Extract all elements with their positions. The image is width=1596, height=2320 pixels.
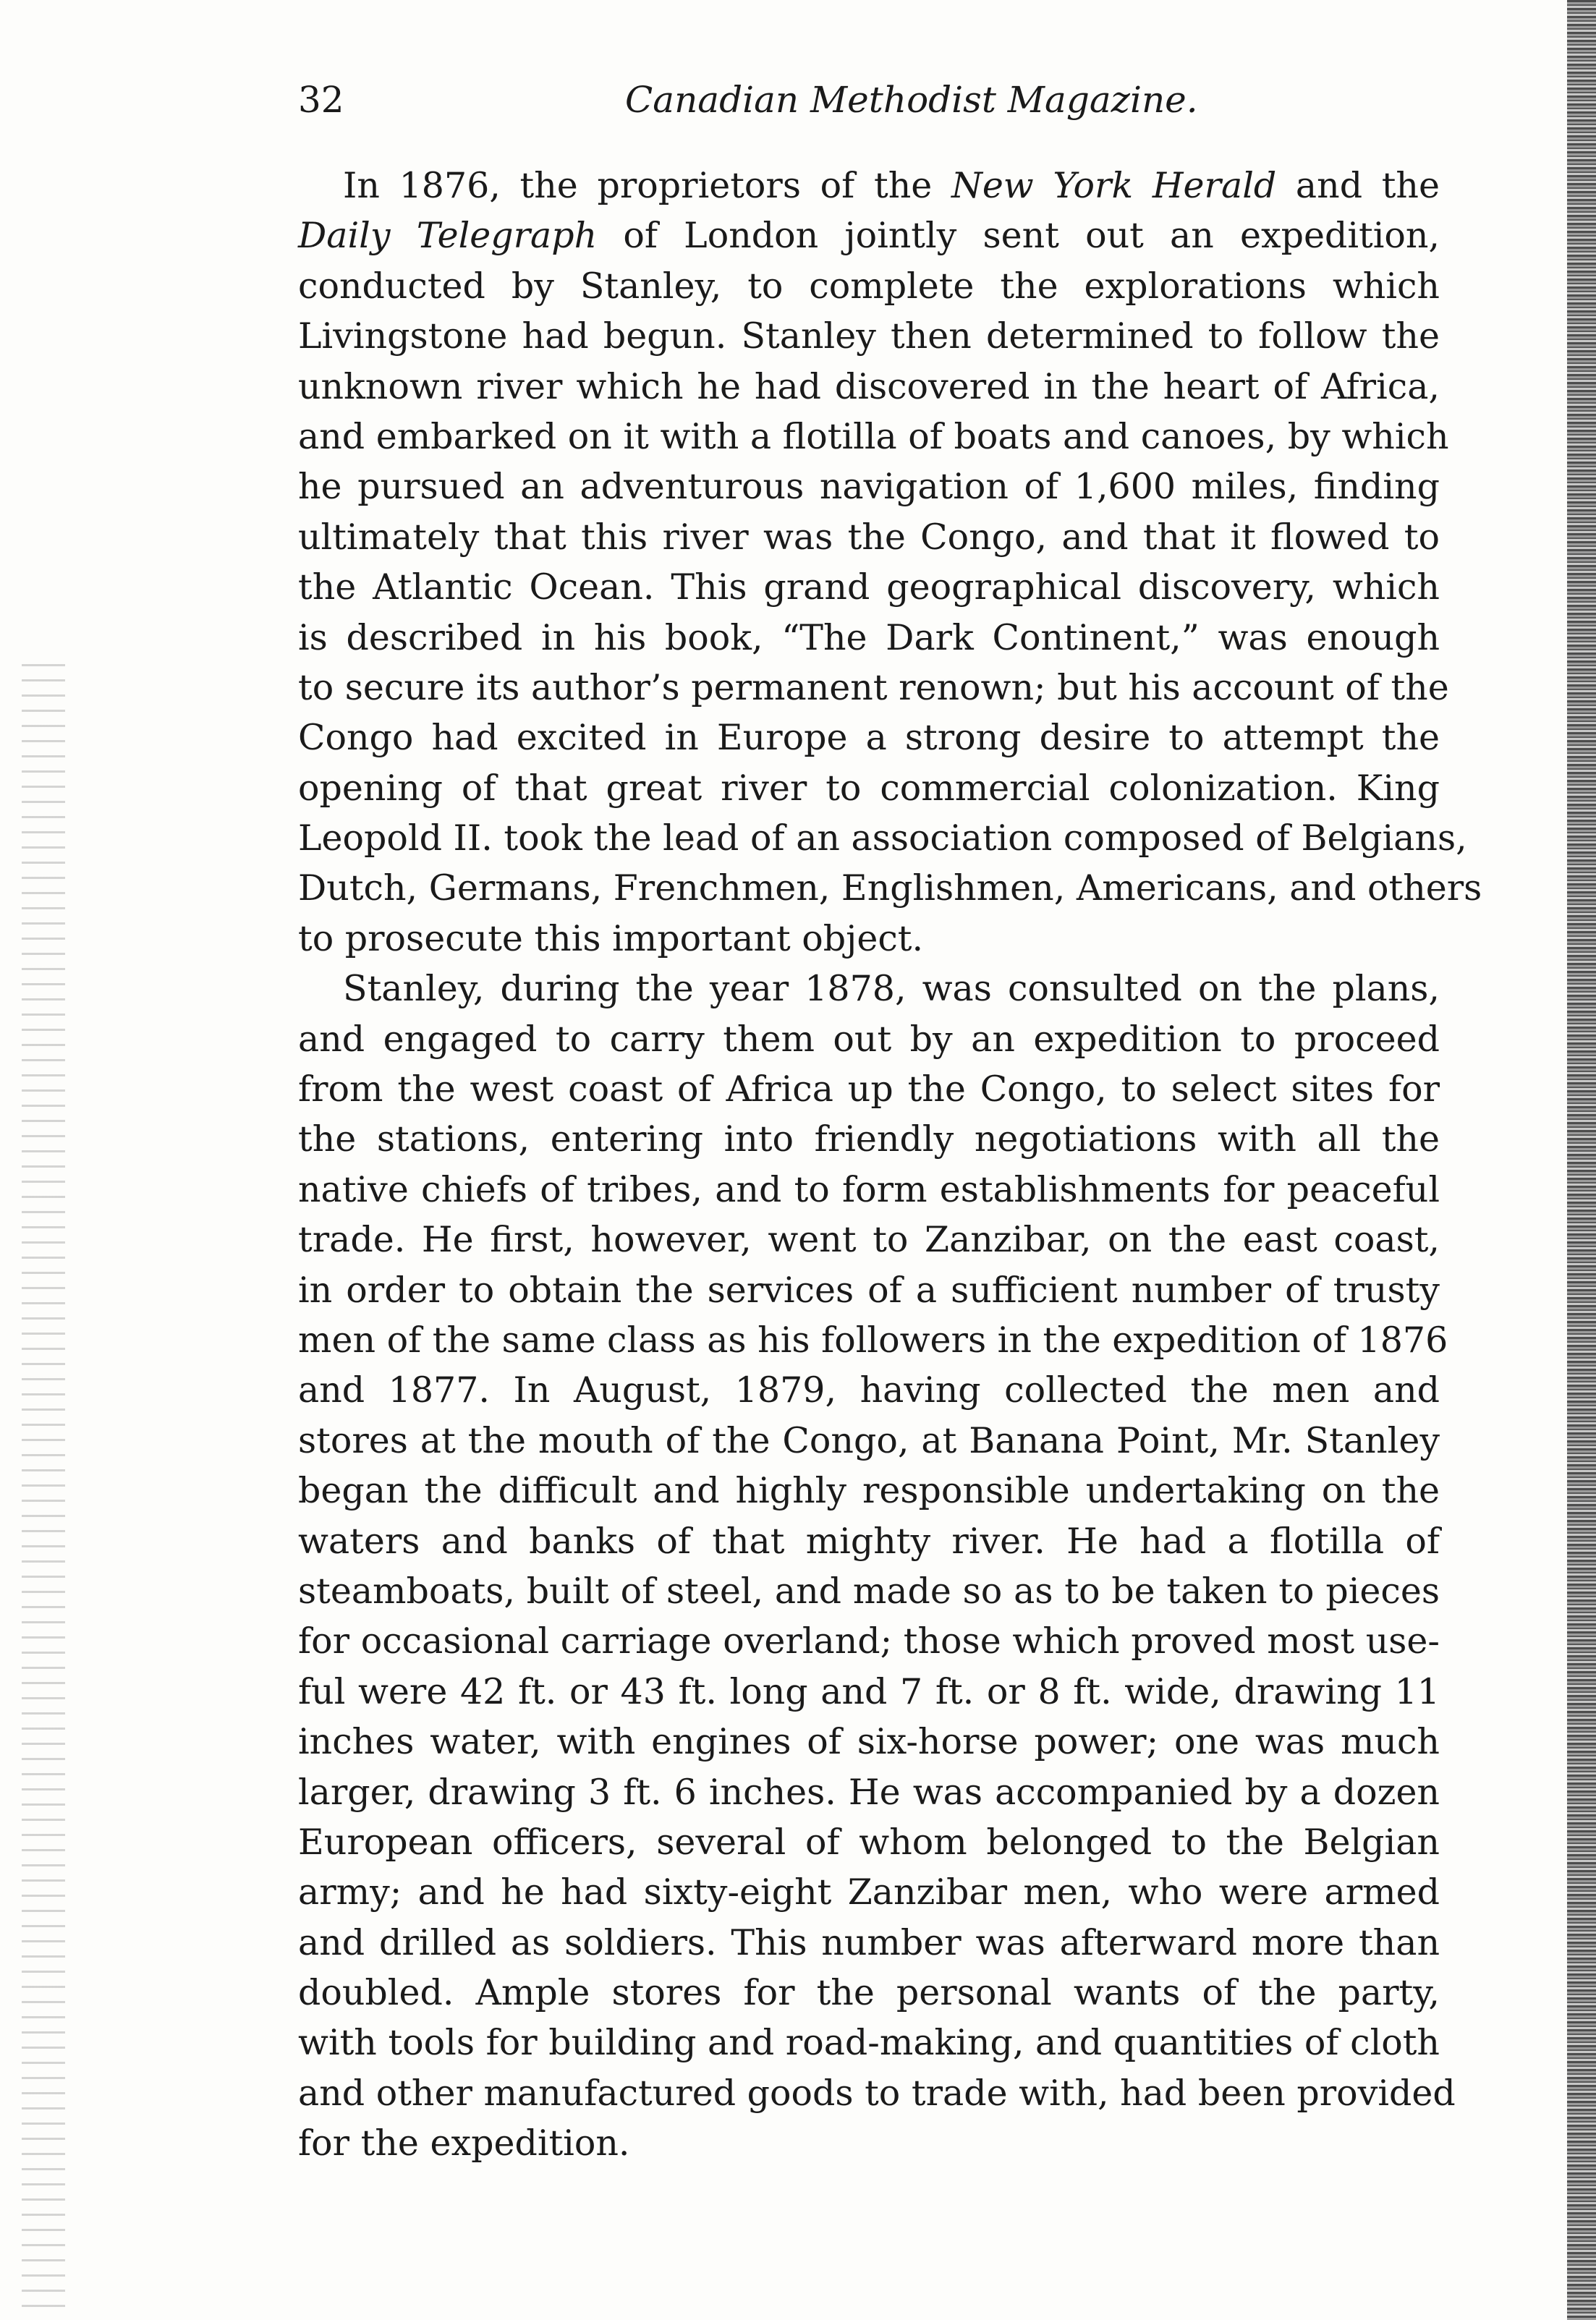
text-line — [298, 1114, 1440, 1164]
text-line — [298, 1566, 1440, 1616]
text-line — [298, 713, 1440, 762]
text-line — [298, 512, 1440, 562]
text-line — [298, 1968, 1440, 2018]
text-run: larger, drawing 3 ft. 6 inches. He was accompanied by a dozen — [298, 1771, 1440, 1813]
text-run: Leopold II. took the lead of an association composed of Belgians, — [298, 817, 1467, 859]
text-line — [298, 261, 1440, 311]
text-line — [298, 1616, 1440, 1666]
text-run: and the — [1276, 165, 1440, 206]
text-run: European officers, several of whom belonged to the Belgian — [298, 1821, 1440, 1863]
text-run: to prosecute this important object. — [298, 917, 924, 959]
running-title: Canadian Methodist Magazine. — [625, 79, 1198, 121]
text-run: steamboats, built of steel, and made so as to be taken to pieces — [298, 1570, 1440, 1612]
text-run: and other manufactured goods to trade with, had been provided — [298, 2072, 1456, 2114]
text-run: stores at the mouth of the Congo, at Banana Point, Mr. Stanley — [298, 1419, 1440, 1461]
text-run: for occasional carriage overland; those which proved most use- — [298, 1620, 1440, 1662]
text-run: ful were 42 ft. or 43 ft. long and 7 ft. or 8 ft. wide, drawing 11 — [298, 1670, 1440, 1712]
text-line — [298, 663, 1449, 713]
text-run: the stations, entering into friendly negotiations with all the — [298, 1118, 1440, 1160]
text-run: to secure its author’s permanent renown; but his account of the — [298, 666, 1449, 708]
text-line — [298, 1215, 1440, 1265]
text-line — [298, 1014, 1440, 1064]
text-run: and drilled as soldiers. This number was afterward more than — [298, 1921, 1440, 1963]
text-line — [298, 311, 1440, 361]
italic-run: Daily Telegraph — [298, 215, 598, 257]
text-run: opening of that great river to commercial colonization. King — [298, 767, 1440, 809]
text-line — [298, 914, 1440, 964]
text-line — [298, 1416, 1440, 1466]
text-line — [298, 1667, 1440, 1717]
text-run: army; and he had sixty-eight Zanzibar men, who were armed — [298, 1871, 1440, 1913]
text-run: Livingstone had begun. Stanley then determined to follow the — [298, 315, 1440, 357]
text-line — [298, 2118, 1440, 2168]
text-run: for the expedition. — [298, 2123, 630, 2164]
text-run: inches water, with engines of six-horse power; one was much — [298, 1721, 1440, 1763]
text-line — [298, 1767, 1440, 1817]
text-line — [298, 1165, 1440, 1215]
text-run: in order to obtain the services of a sufficient number of trusty — [298, 1269, 1440, 1311]
text-run: waters and banks of that mighty river. He had a flotilla of — [298, 1520, 1440, 1562]
text-run: of London jointly sent out an expedition, — [597, 215, 1440, 257]
italic-run: New York Herald — [951, 165, 1277, 206]
text-line — [298, 1064, 1440, 1114]
text-line — [298, 1717, 1440, 1767]
page-number: 32 — [298, 79, 344, 121]
text-run: with tools for building and road-making, and quantities of cloth — [298, 2022, 1440, 2064]
text-run: and 1877. In August, 1879, having collected the men and — [298, 1369, 1440, 1411]
text-line — [298, 1365, 1440, 1415]
text-line — [298, 161, 1440, 211]
text-line — [298, 1817, 1440, 1867]
binding-edge — [1567, 0, 1596, 2320]
text-line — [298, 1265, 1440, 1315]
text-line — [298, 1867, 1440, 1917]
text-line — [298, 1918, 1440, 1968]
text-line — [298, 211, 1440, 260]
text-run: ultimately that this river was the Congo, and that it flowed to — [298, 516, 1440, 558]
text-run: native chiefs of tribes, and to form establishments for peaceful — [298, 1168, 1440, 1210]
text-run: he pursued an adventurous navigation of 1,600 miles, finding — [298, 466, 1440, 508]
text-run: unknown river which he had discovered in the heart of Africa, — [298, 365, 1440, 407]
text-line — [298, 362, 1440, 412]
text-line — [298, 1315, 1448, 1365]
text-line — [298, 2018, 1440, 2068]
text-line — [298, 562, 1440, 612]
text-run: In 1876, the proprietors of the — [343, 165, 951, 206]
text-run: began the difficult and highly responsible undertaking on the — [298, 1470, 1440, 1512]
text-run: doubled. Ample stores for the personal wants of the party, — [298, 1972, 1440, 2014]
text-run: trade. He first, however, went to Zanzibar, on the east coast, — [298, 1219, 1440, 1261]
text-line — [298, 863, 1482, 913]
gutter-specks — [22, 651, 65, 2315]
text-line — [298, 813, 1467, 863]
text-line — [298, 1466, 1440, 1516]
text-run: the Atlantic Ocean. This grand geographical discovery, which — [298, 566, 1440, 608]
text-line — [298, 462, 1440, 511]
article-body — [298, 161, 1482, 2169]
text-line — [298, 412, 1449, 462]
text-line — [298, 964, 1440, 1014]
text-run: men of the same class as his followers in the expedition of 1876 — [298, 1319, 1448, 1361]
text-run: and embarked on it with a flotilla of boats and canoes, by which — [298, 415, 1449, 457]
text-run: Stanley, during the year 1878, was consulted on the plans, — [343, 968, 1440, 1010]
text-line — [298, 613, 1440, 663]
text-run: is described in his book, “The Dark Continent,” was enough — [298, 616, 1440, 658]
text-run: from the west coast of Africa up the Congo, to select sites for — [298, 1068, 1440, 1110]
text-line — [298, 763, 1440, 813]
running-header — [298, 78, 1441, 136]
text-run: conducted by Stanley, to complete the explorations which — [298, 265, 1440, 307]
text-run: Congo had excited in Europe a strong desire to attempt the — [298, 717, 1440, 759]
text-run: Dutch, Germans, Frenchmen, Englishmen, Americans, and others — [298, 867, 1482, 909]
text-line — [298, 2068, 1456, 2118]
text-run: and engaged to carry them out by an expedition to proceed — [298, 1018, 1440, 1060]
text-line — [298, 1516, 1440, 1566]
